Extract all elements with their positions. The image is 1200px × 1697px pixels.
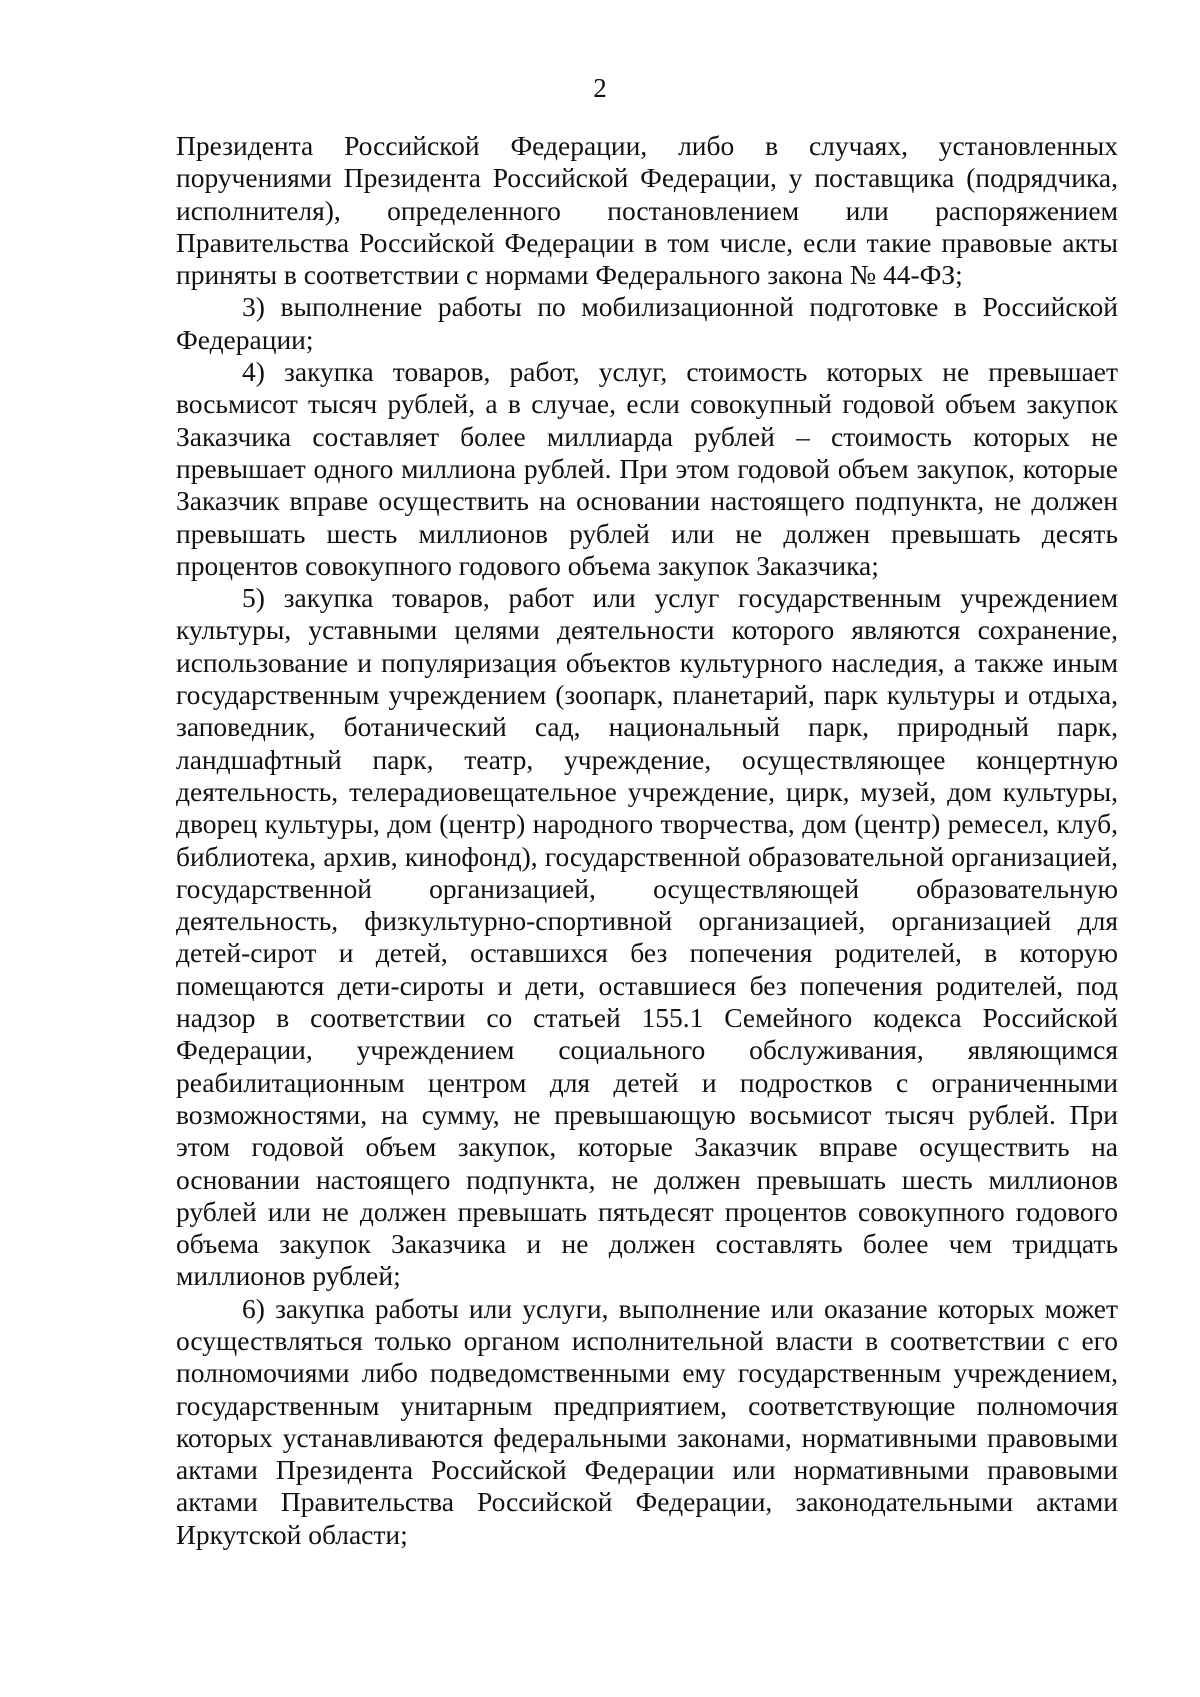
- paragraph-item-5: 5) закупка товаров, работ или услуг государственным учреждением культуры, уставными целями деятельности которого являются сохранение, использование и популяризация объектов культурного наследия, а также иным государственным учреждением (зоопарк, планетарий, парк культуры и отдыха, заповедник, ботанический сад, национальный парк, природный парк, ландшафтный парк, театр, учреждение, осуществляющее концертную деятельность, телерадиовещательное учреждение, цирк, музей, дом культуры, дворец культуры, дом (центр) народного творчества, дом (центр) ремесел, клуб, библиотека, архив, кинофонд), государственной образовательной организацией, государственной организацией, осуществляющей образовательную деятельность, физкультурно-спортивной организацией, организацией для детей-сирот и детей, оставшихся без попечения родителей, в которую помещаются дети-сироты и дети, оставшиеся без попечения родителей, под надзор в соответствии со статьей 155.1 Семейного кодекса Российской Федерации, учреждением социального обслуживания, являющимся реабилитационным центром для детей и подростков с ограниченными возможностями, на сумму, не превышающую восьмисот тысяч рублей. При этом годовой объем закупок, которые Заказчик вправе осуществить на основании настоящего подпункта, не должен превышать шесть миллионов рублей или не должен превышать пятьдесят процентов совокупного годового объема закупок Заказчика и не должен составлять более чем тридцать миллионов рублей;: [176, 582, 1118, 1292]
- document-body: [176, 130, 1118, 1551]
- paragraph-item-3: 3) выполнение работы по мобилизационной подготовке в Российской Федерации;: [176, 291, 1118, 355]
- page-number: 2: [593, 73, 607, 103]
- paragraph-item-6: 6) закупка работы или услуги, выполнение или оказание которых может осуществляться только органом исполнительной власти в соответствии с его полномочиями либо подведомственными ему государственным учреждением, государственным унитарным предприятием, соответствующие полномочия которых устанавливаются федеральными законами, нормативными правовыми актами Президента Российской Федерации или нормативными правовыми актами Правительства Российской Федерации, законодательными актами Иркутской области;: [176, 1292, 1118, 1550]
- paragraph-item-4: 4) закупка товаров, работ, услуг, стоимость которых не превышает восьмисот тысяч рублей, а в случае, если совокупный годовой объем закупок Заказчика составляет более миллиарда рублей – стоимость которых не превышает одного миллиона рублей. При этом годовой объем закупок, которые Заказчик вправе осуществить на основании настоящего подпункта, не должен превышать шесть миллионов рублей или не должен превышать десять процентов совокупного годового объема закупок Заказчика;: [176, 356, 1118, 581]
- paragraph-continuation: Президента Российской Федерации, либо в случаях, установленных поручениями Президента Российской Федерации, у поставщика (подрядчика, исполнителя), определенного постановлением или распоряжением Правительства Российской Федерации в том числе, если такие правовые акты приняты в соответствии с нормами Федерального закона № 44-ФЗ;: [176, 130, 1118, 291]
